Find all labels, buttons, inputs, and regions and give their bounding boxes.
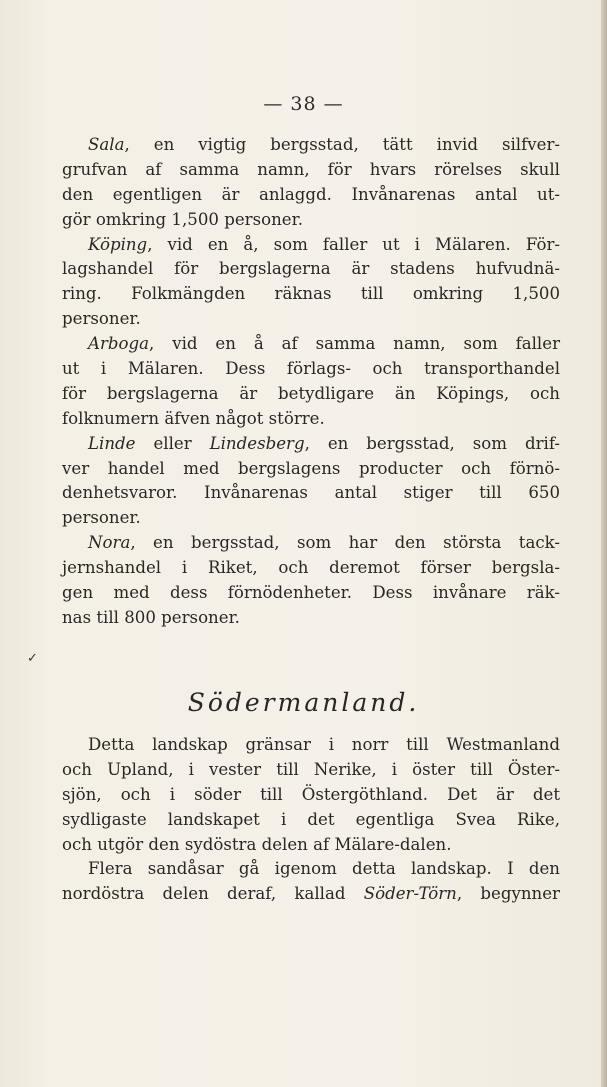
text-line: [62, 307, 560, 332]
text-run: , vid en å af samma namn, som faller: [149, 334, 560, 354]
text-run: , en bergsstad, som drif-: [304, 433, 560, 453]
text-line: [62, 457, 560, 482]
text-run: grufvan af samma namn, för hvars rörelses skull: [62, 159, 560, 179]
text-run: ring. Folkmängden räknas till omkring 1,500: [62, 284, 560, 304]
text-line: [62, 783, 560, 808]
text-run: , en vigtig bergsstad, tätt invid silfver-: [124, 135, 560, 154]
text-line: [62, 183, 560, 208]
text-line: [62, 857, 560, 882]
text-line: [62, 758, 560, 783]
text-run: folknumern äfven något större.: [62, 408, 325, 428]
text-line: [62, 556, 560, 581]
text-line: [62, 882, 560, 907]
text-run: gör omkring 1,500 personer.: [62, 209, 303, 229]
section-title: Södermanland.: [187, 688, 420, 717]
text-run: och Upland, i vester till Nerike, i öster till Öster-: [62, 759, 560, 779]
text-run: denhetsvaror. Invånarenas antal stiger till 650: [62, 483, 560, 503]
page-spine-edge: [601, 0, 607, 1087]
italic-text: Linde: [88, 433, 136, 453]
text-run: ut i Mälaren. Dess förlags- och transporthandel: [62, 359, 560, 379]
italic-text: Arboga: [88, 334, 150, 354]
italic-text: Nora: [88, 533, 131, 553]
text-line: [62, 432, 560, 457]
text-run: jernshandel i Riket, och deremot förser bergsla-: [62, 558, 560, 578]
italic-text: Söder-Törn: [363, 884, 457, 904]
margin-mark: ✓: [27, 651, 38, 666]
text-run: Flera sandåsar gå igenom detta landskap. I den: [88, 859, 560, 879]
italic-text: Sala: [88, 135, 125, 154]
text-line: [62, 606, 560, 631]
text-line: [62, 833, 560, 858]
text-line: [62, 733, 560, 758]
text-line: [62, 382, 560, 407]
text-line: [62, 158, 560, 183]
text-run: Detta landskap gränsar i norr till Westmanland: [88, 735, 560, 754]
text-line: [62, 233, 560, 258]
text-line: [62, 808, 560, 833]
body-text-top: [62, 133, 560, 631]
text-run: den egentligen är anlaggd. Invånarenas antal ut-: [62, 184, 560, 204]
text-line: [62, 332, 560, 357]
text-line: [62, 481, 560, 506]
text-line: [62, 581, 560, 606]
text-run: , vid en å, som faller ut i Mälaren. För-: [147, 234, 560, 254]
text-line: [62, 208, 560, 233]
text-run: , begynner: [456, 884, 560, 904]
text-line: [62, 531, 560, 556]
text-run: ver handel med bergslagens producter och förnö-: [62, 458, 560, 478]
text-run: nordöstra delen deraf, kallad: [62, 884, 364, 904]
text-line: [62, 257, 560, 282]
text-line: [62, 506, 560, 531]
text-run: eller: [135, 433, 210, 453]
body-text-bottom: [62, 733, 560, 907]
text-run: , en bergsstad, som har den största tack-: [130, 533, 560, 553]
text-run: sydligaste landskapet i det egentliga Svea Rike,: [62, 809, 560, 829]
text-line: [62, 407, 560, 432]
text-run: personer.: [62, 309, 141, 329]
text-run: sjön, och i söder till Östergöthland. Det är det: [62, 784, 560, 804]
italic-text: Köping: [88, 234, 148, 254]
text-line: [62, 133, 560, 158]
text-run: personer.: [62, 508, 141, 528]
text-run: och utgör den sydöstra delen af Mälare-dalen.: [62, 834, 452, 854]
text-run: lagshandel för bergslagerna är stadens hufvudnä-: [62, 259, 560, 279]
text-line: [62, 357, 560, 382]
page-number: — 38 —: [263, 93, 344, 115]
text-run: för bergslagerna är betydligare än Köpings, och: [62, 383, 560, 403]
italic-text: Lindesberg: [209, 433, 305, 453]
text-line: [62, 282, 560, 307]
text-run: gen med dess förnödenheter. Dess invånare räk-: [62, 583, 560, 603]
text-run: nas till 800 personer.: [62, 607, 240, 627]
